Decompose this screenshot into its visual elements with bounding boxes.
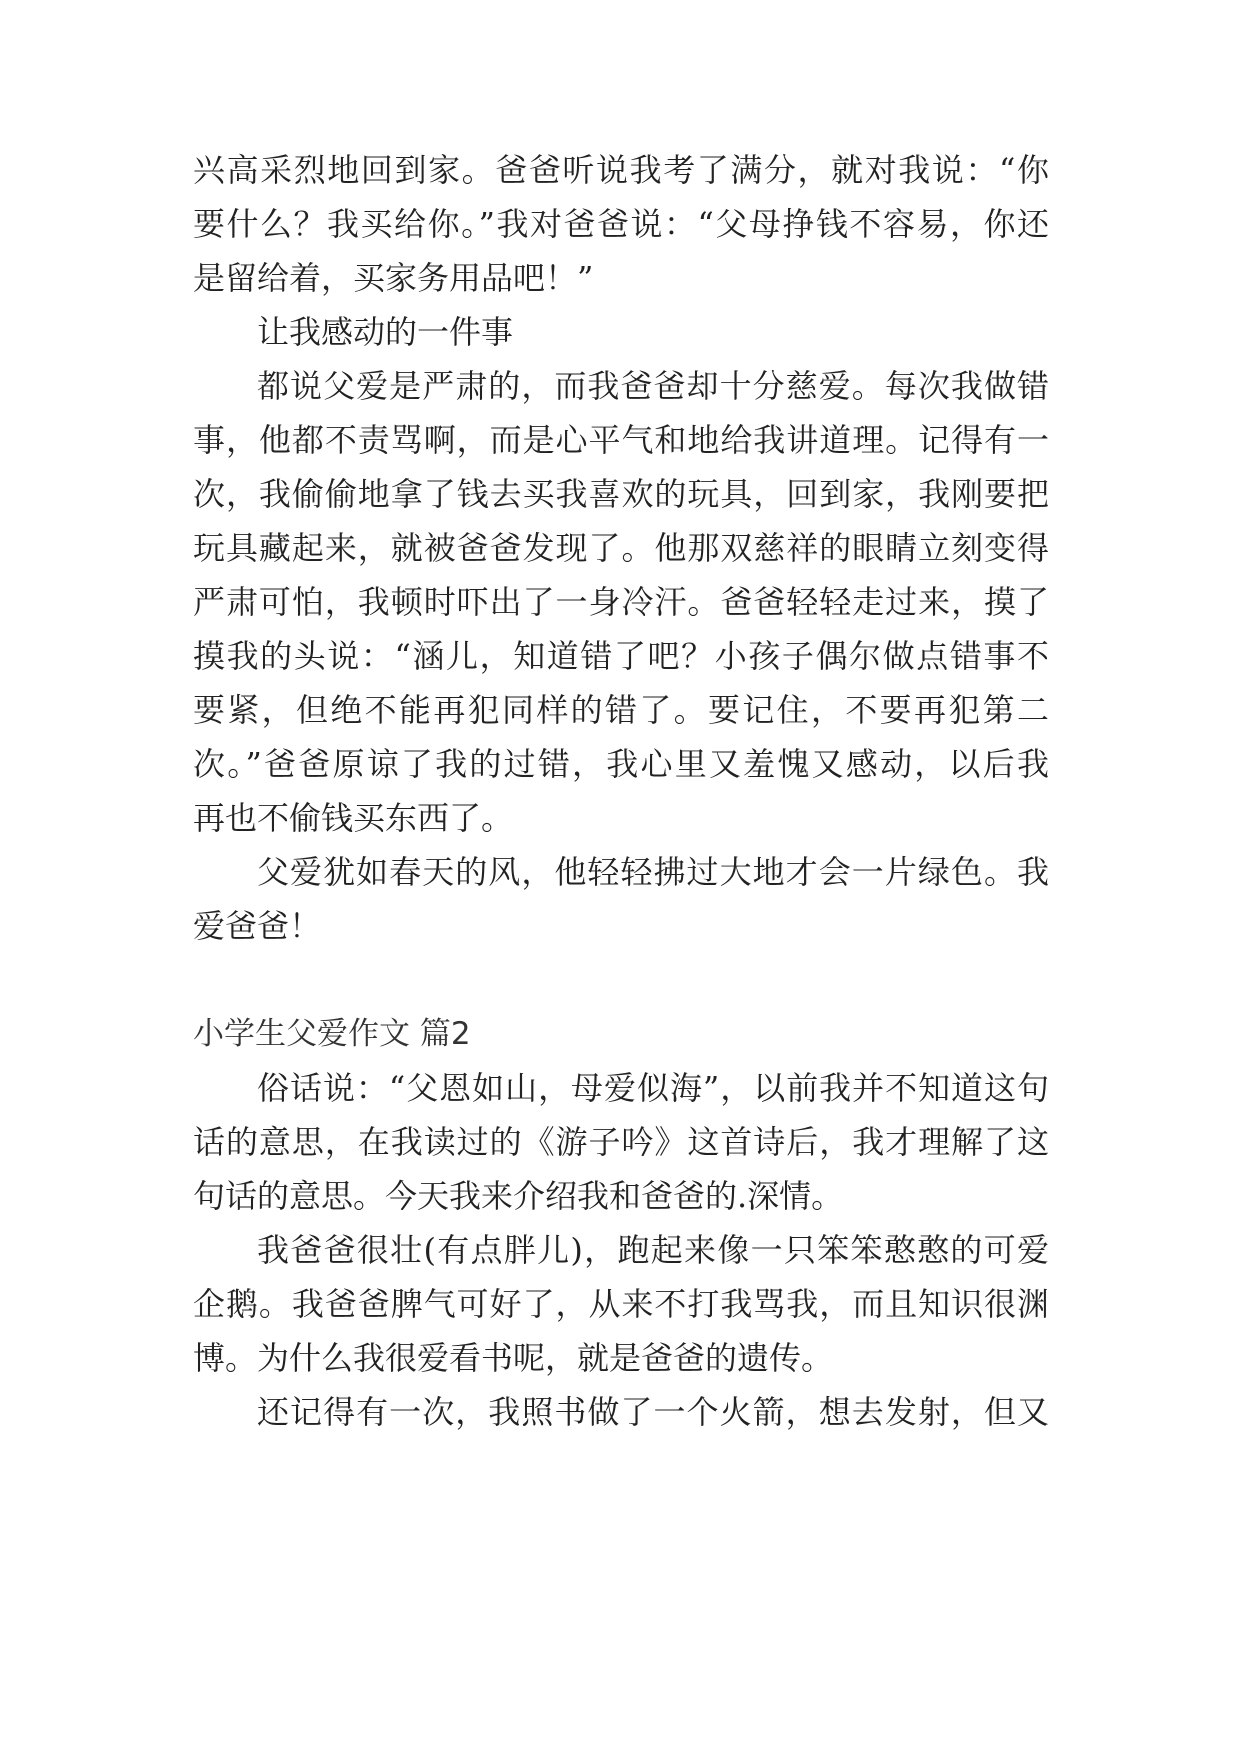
paragraph-line: 还记得有一次，我照书做了一个火箭，想去发射，但又 (257, 1393, 1049, 1431)
paragraph-line: 我爸爸很壮(有点胖儿)，跑起来像一只笨笨憨憨的可爱 (257, 1231, 1049, 1269)
paragraph-line: 是留给着，买家务用品吧！” (193, 259, 594, 297)
paragraph-line: 事，他都不责骂啊，而是心平气和地给我讲道理。记得有一 (193, 421, 1049, 459)
paragraph-line: 都说父爱是严肃的，而我爸爸却十分慈爱。每次我做错 (257, 367, 1049, 405)
paragraph-line: 摸我的头说：“涵儿，知道错了吧？小孩子偶尔做点错事不 (193, 637, 1049, 675)
paragraph-line: 要紧，但绝不能再犯同样的错了。要记住，不要再犯第二 (193, 691, 1049, 729)
paragraph-line: 兴高采烈地回到家。爸爸听说我考了满分，就对我说：“你 (193, 151, 1049, 189)
paragraph-line: 严肃可怕，我顿时吓出了一身冷汗。爸爸轻轻走过来，摸了 (193, 583, 1049, 621)
paragraph-line: 企鹅。我爸爸脾气可好了，从来不打我骂我，而且知识很渊 (193, 1285, 1049, 1323)
paragraph-line: 玩具藏起来，就被爸爸发现了。他那双慈祥的眼睛立刻变得 (193, 529, 1049, 567)
paragraph-line: 次。”爸爸原谅了我的过错，我心里又羞愧又感动，以后我 (193, 745, 1049, 783)
subheading: 让我感动的一件事 (257, 313, 514, 351)
paragraph-line: 爱爸爸！ (193, 907, 322, 945)
paragraph-line: 父爱犹如春天的风，他轻轻拂过大地才会一片绿色。我 (257, 853, 1049, 891)
paragraph-line: 话的意思，在我读过的《游子吟》这首诗后，我才理解了这 (193, 1123, 1049, 1161)
section-title: 小学生父爱作文 篇2 (193, 1016, 471, 1052)
paragraph-line: 俗话说：“父恩如山，母爱似海”，以前我并不知道这句 (257, 1069, 1049, 1107)
paragraph-line: 句话的意思。今天我来介绍我和爸爸的.深情。 (193, 1177, 844, 1215)
paragraph-line: 要什么？我买给你。”我对爸爸说：“父母挣钱不容易，你还 (193, 205, 1049, 243)
paragraph-line: 博。为什么我很爱看书呢，就是爸爸的遗传。 (193, 1339, 834, 1377)
paragraph-line: 再也不偷钱买东西了。 (193, 799, 514, 837)
paragraph-line: 次，我偷偷地拿了钱去买我喜欢的玩具，回到家，我刚要把 (193, 475, 1049, 513)
